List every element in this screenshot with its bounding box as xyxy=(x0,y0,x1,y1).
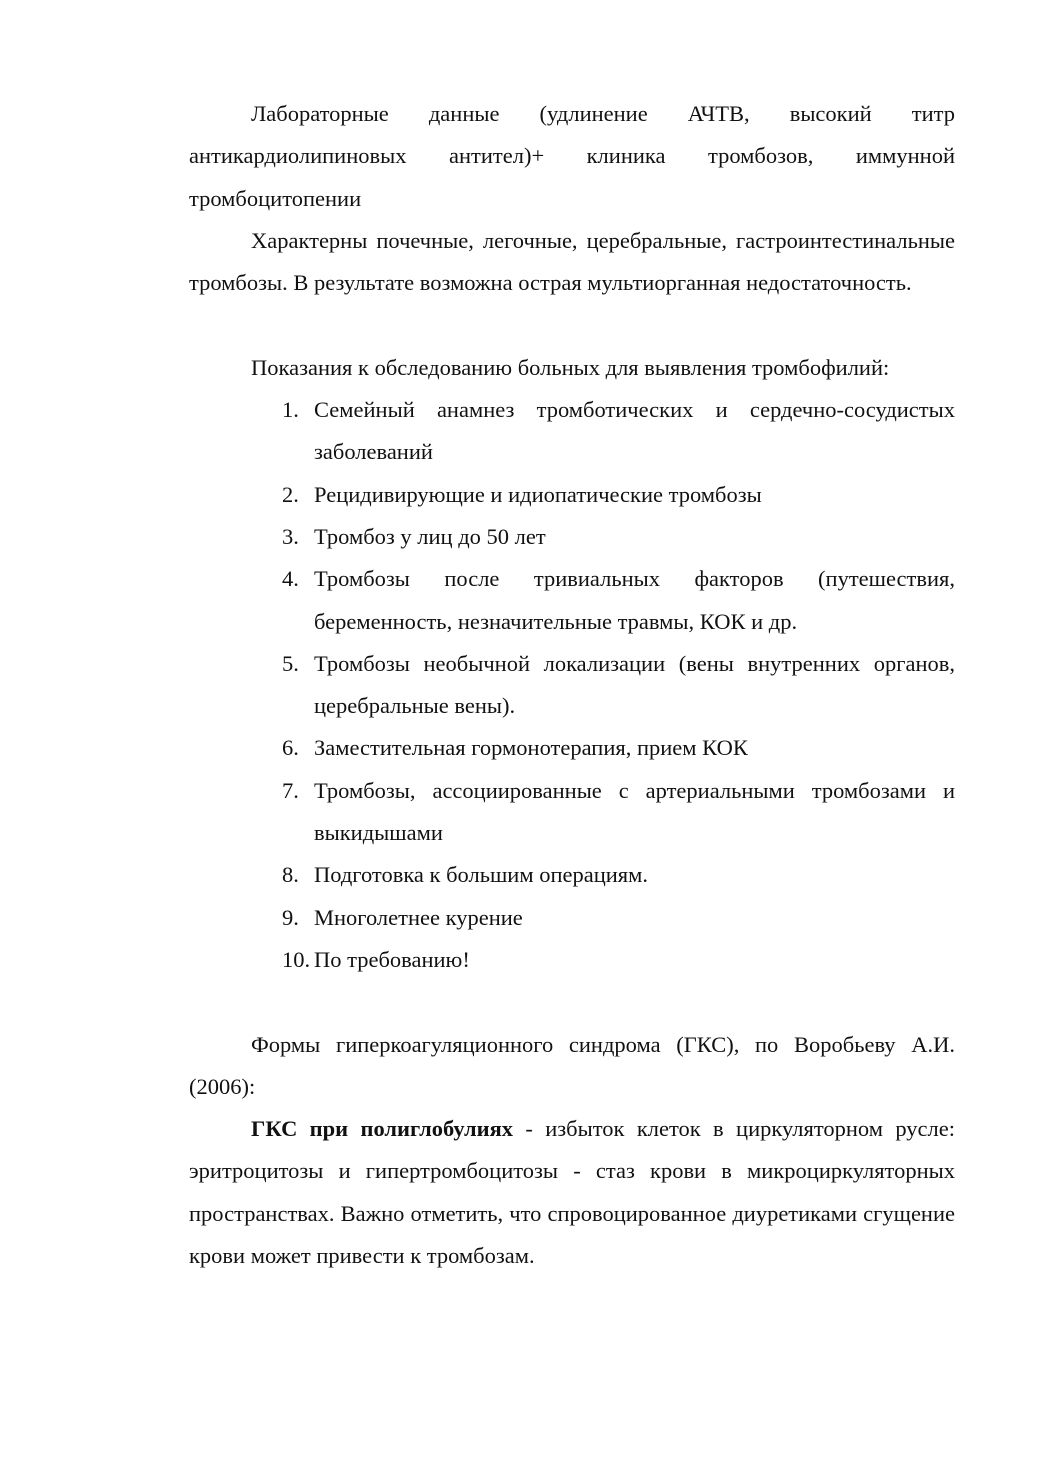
list-item xyxy=(189,389,955,474)
list-item-text: По требованию! xyxy=(314,946,470,972)
list-item-number: 5. xyxy=(282,650,299,676)
list-item xyxy=(189,897,955,939)
list-item-number: 7. xyxy=(282,777,299,803)
list-item-text: Тромбозы необычной локализации (вены внутренних органов, церебральные вены). xyxy=(314,650,955,719)
list-item-text: Тромбозы, ассоциированные с артериальными тромбозами и выкидышами xyxy=(314,777,955,846)
list-item-text: Рецидивирующие и идиопатические тромбозы xyxy=(314,481,762,507)
list-item xyxy=(189,516,955,558)
forms-intro-paragraph: Формы гиперкоагуляционного синдрома (ГКС), по Воробьеву А.И. (2006): xyxy=(189,1031,955,1099)
indications-intro: Показания к обследованию больных для выявления тромбофилий: xyxy=(251,354,890,380)
list-item xyxy=(189,854,955,896)
list-item xyxy=(189,474,955,516)
gks-term: ГКС при полиглобулиях xyxy=(251,1116,514,1142)
thromboses-paragraph: Характерны почечные, легочные, церебральные, гастроинтестинальные тромбозы. В результате возможна острая мультиорганная недостаточность. xyxy=(189,227,955,296)
list-item-text: Семейный анамнез тромботических и сердечно-сосудистых заболеваний xyxy=(314,397,955,465)
list-item-text: Подготовка к большим операциям. xyxy=(314,862,649,888)
list-item-number: 2. xyxy=(282,481,299,507)
list-item xyxy=(189,558,955,643)
list-item-number: 9. xyxy=(282,904,299,930)
list-item-text: Многолетнее курение xyxy=(314,904,523,930)
gks-polyglobulia-paragraph xyxy=(189,1108,955,1277)
list-item-number: 3. xyxy=(282,523,299,549)
list-item xyxy=(189,939,955,981)
list-item-number: 1. xyxy=(282,397,299,423)
document-page xyxy=(189,93,955,1277)
list-item-number: 6. xyxy=(282,735,299,761)
list-item-number: 10. xyxy=(282,946,311,972)
indications-list xyxy=(189,389,955,981)
list-item-text: Заместительная гормонотерапия, прием КОК xyxy=(314,735,748,761)
list-item-text: Тромбозы после тривиальных факторов (путешествия, беременность, незначительные травмы, КОК и др. xyxy=(314,566,955,634)
lab-data-paragraph: Лабораторные данные (удлинение АЧТВ, высокий титр антикардиолипиновых антител)+ клиника тромбозов, иммунной тромбоцитопении xyxy=(189,101,955,211)
paragraph-spacer xyxy=(189,981,955,1023)
list-item-number: 4. xyxy=(282,566,299,592)
list-item-number: 8. xyxy=(282,862,299,888)
list-item xyxy=(189,770,955,855)
gks-description: - избыток клеток в циркуляторном русле: эритроцитозы и гипертромбоцитозы - стаз крови в микроциркуляторных пространствах. Важно отметить, что спровоцированное диуретиками сгущение крови может привести к тромбозам. xyxy=(189,1116,955,1269)
list-item xyxy=(189,643,955,728)
list-item-text: Тромбоз у лиц до 50 лет xyxy=(314,523,546,549)
list-item xyxy=(189,727,955,769)
paragraph-spacer xyxy=(189,304,955,346)
